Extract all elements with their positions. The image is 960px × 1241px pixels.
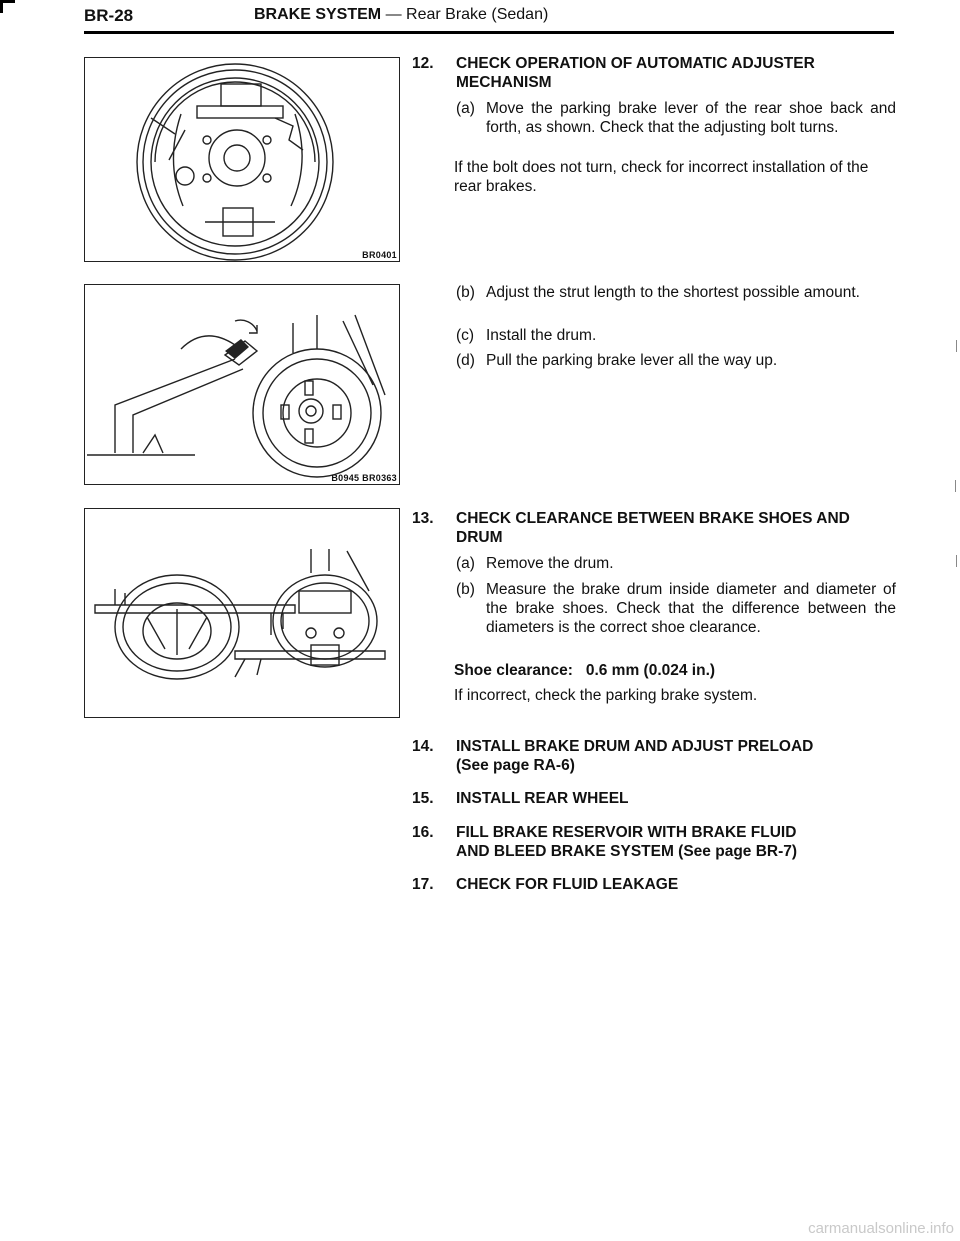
sub-text: Measure the brake drum inside diameter and diameter of the brake shoes. Check that the difference between the diameters is the correct shoe clearance. [486, 581, 896, 636]
figure-code: BR0401 [362, 250, 397, 260]
figure-code: B0945 BR0363 [331, 473, 397, 483]
step-12a [456, 99, 896, 137]
step-number: 15. [412, 790, 434, 807]
watermark: carmanualsonline.info [808, 1220, 954, 1237]
step-12c [456, 326, 896, 345]
step-title: CHECK OPERATION OF AUTOMATIC ADJUSTER MECHANISM [456, 55, 815, 91]
step-12d [456, 351, 896, 370]
sub-letter: (c) [456, 327, 475, 344]
step-title-continued: AND BLEED BRAKE SYSTEM (See page BR-7) [456, 843, 798, 860]
shoe-clearance-spec [454, 661, 894, 680]
sub-letter: (d) [456, 352, 475, 369]
step-title: FILL BRAKE RESERVOIR WITH BRAKE FLUID [456, 824, 797, 841]
spec-value: 0.6 mm (0.024 in.) [585, 662, 716, 679]
step-title: CHECK FOR FLUID LEAKAGE [456, 876, 679, 893]
page-title-subsection: — Rear Brake (Sedan) [381, 6, 549, 23]
page-title [254, 6, 548, 24]
sub-letter: (a) [456, 100, 475, 117]
step-12b [456, 283, 896, 302]
step-reference: (See page RA-6) [456, 757, 575, 774]
step-number: 17. [412, 876, 434, 893]
step-12-note: If the bolt does not turn, check for incorrect installation of the rear brakes. [454, 159, 869, 195]
page-code: BR-28 [84, 6, 134, 25]
spec-label: Shoe clearance: [454, 662, 573, 679]
page-header [84, 4, 892, 32]
header-rule [84, 31, 894, 34]
sub-text: Install the drum. [486, 327, 597, 344]
figure-parking-brake-lever [84, 284, 400, 485]
step-17-heading [412, 875, 896, 894]
sub-text: Adjust the strut length to the shortest possible amount. [486, 284, 860, 301]
sub-text: Remove the drum. [486, 555, 614, 572]
scan-mark [956, 555, 957, 567]
step-title: CHECK CLEARANCE BETWEEN BRAKE SHOES AND DRUM [456, 510, 850, 546]
sub-text: Pull the parking brake lever all the way up. [486, 352, 778, 369]
step-16-heading [412, 823, 896, 861]
step-number: 14. [412, 738, 434, 755]
lever-drum-illustration [85, 285, 399, 484]
step-13-heading [412, 509, 896, 547]
step-13a [456, 554, 896, 573]
step-number: 12. [412, 55, 434, 72]
step-number: 16. [412, 824, 434, 841]
step-number: 13. [412, 510, 434, 527]
sub-letter: (a) [456, 555, 475, 572]
sub-text: Move the parking brake lever of the rear shoe back and forth, as shown. Check that the adjusting bolt turns. [486, 100, 896, 136]
step-12-heading [412, 54, 896, 92]
caliper-measurement-illustration [85, 509, 399, 717]
scan-mark [956, 340, 957, 352]
scan-mark [955, 480, 956, 492]
sub-letter: (b) [456, 284, 475, 301]
step-title: INSTALL BRAKE DRUM AND ADJUST PRELOAD [456, 738, 814, 755]
backing-plate-illustration [85, 58, 399, 261]
step-title: INSTALL REAR WHEEL [456, 790, 629, 807]
figure-measure-clearance [84, 508, 400, 718]
figure-backing-plate [84, 57, 400, 262]
page-title-section: BRAKE SYSTEM [254, 6, 382, 23]
step-15-heading [412, 789, 896, 808]
step-13-note: If incorrect, check the parking brake system. [454, 687, 758, 704]
corner-crop-mark [0, 0, 15, 13]
sub-letter: (b) [456, 581, 475, 598]
step-14-heading [412, 737, 896, 775]
step-13b [456, 580, 896, 637]
